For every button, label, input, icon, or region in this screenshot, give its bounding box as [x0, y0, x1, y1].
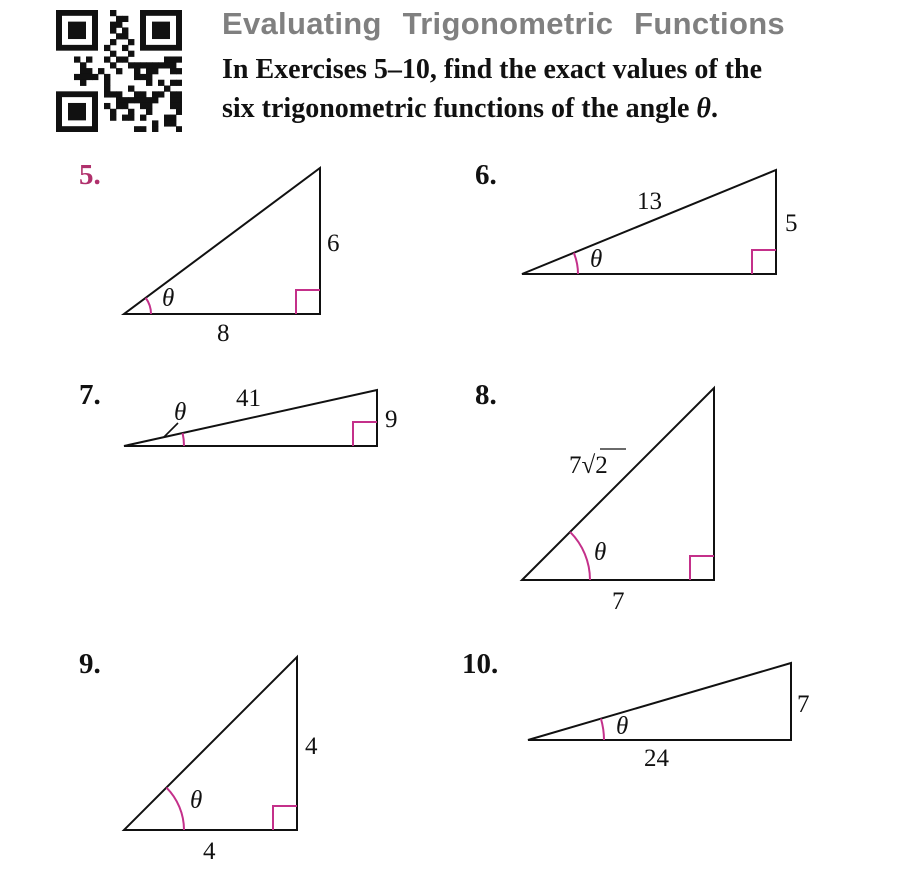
section-title: Evaluating Trigonometric Functions — [222, 6, 785, 41]
exercise-number: 10. — [462, 648, 499, 680]
angle-arc — [146, 298, 151, 314]
side-label-opposite: 6 — [327, 230, 340, 257]
side-label-adjacent: 7 — [612, 588, 625, 615]
exercise-8 — [475, 379, 714, 615]
side-label-hypotenuse: 13 — [637, 188, 662, 215]
exercise-5 — [79, 159, 340, 347]
triangle — [522, 388, 714, 580]
exercise-number: 5. — [79, 159, 101, 191]
angle-arc — [574, 253, 578, 274]
side-label-adjacent: 8 — [217, 320, 230, 347]
triangle — [124, 657, 297, 830]
angle-label: θ — [190, 787, 203, 814]
instructions-line-2-text: six trigonometric functions of the angle — [222, 93, 690, 124]
exercise-9 — [79, 648, 318, 865]
exercise-number: 7. — [79, 379, 101, 411]
angle-label: θ — [162, 285, 175, 312]
right-angle-marker — [273, 806, 297, 830]
side-label-opposite: 5 — [785, 210, 798, 237]
angle-arc — [570, 532, 590, 580]
side-label-hypotenuse: 7√2 — [569, 452, 608, 479]
exercise-number: 9. — [79, 648, 101, 680]
exercise-6 — [475, 159, 798, 274]
triangle — [124, 168, 320, 314]
angle-label: θ — [174, 399, 187, 426]
angle-arc — [601, 719, 604, 740]
instructions-line-1: In Exercises 5–10, find the exact values of the — [222, 54, 762, 85]
side-label-adjacent: 4 — [203, 838, 216, 865]
side-label-opposite: 7 — [797, 691, 810, 718]
exercise-number: 8. — [475, 379, 497, 411]
angle-arc — [166, 788, 184, 830]
angle-label: θ — [616, 713, 629, 740]
right-angle-marker — [353, 422, 377, 446]
angle-label: θ — [594, 539, 607, 566]
right-angle-marker — [752, 250, 776, 274]
exercise-number: 6. — [475, 159, 497, 191]
side-label-adjacent: 24 — [644, 745, 669, 772]
right-angle-marker — [690, 556, 714, 580]
triangle — [528, 663, 791, 740]
angle-label: θ — [590, 246, 603, 273]
angle-arc — [183, 433, 184, 446]
side-label-hypotenuse: 41 — [236, 385, 261, 412]
theta-symbol: θ — [696, 93, 711, 124]
triangle — [522, 170, 776, 274]
side-label-opposite: 4 — [305, 733, 318, 760]
exercise-10 — [462, 648, 810, 772]
side-label-opposite: 9 — [385, 406, 398, 433]
exercise-7 — [79, 379, 398, 446]
right-angle-marker — [296, 290, 320, 314]
instructions-period: . — [710, 93, 718, 124]
